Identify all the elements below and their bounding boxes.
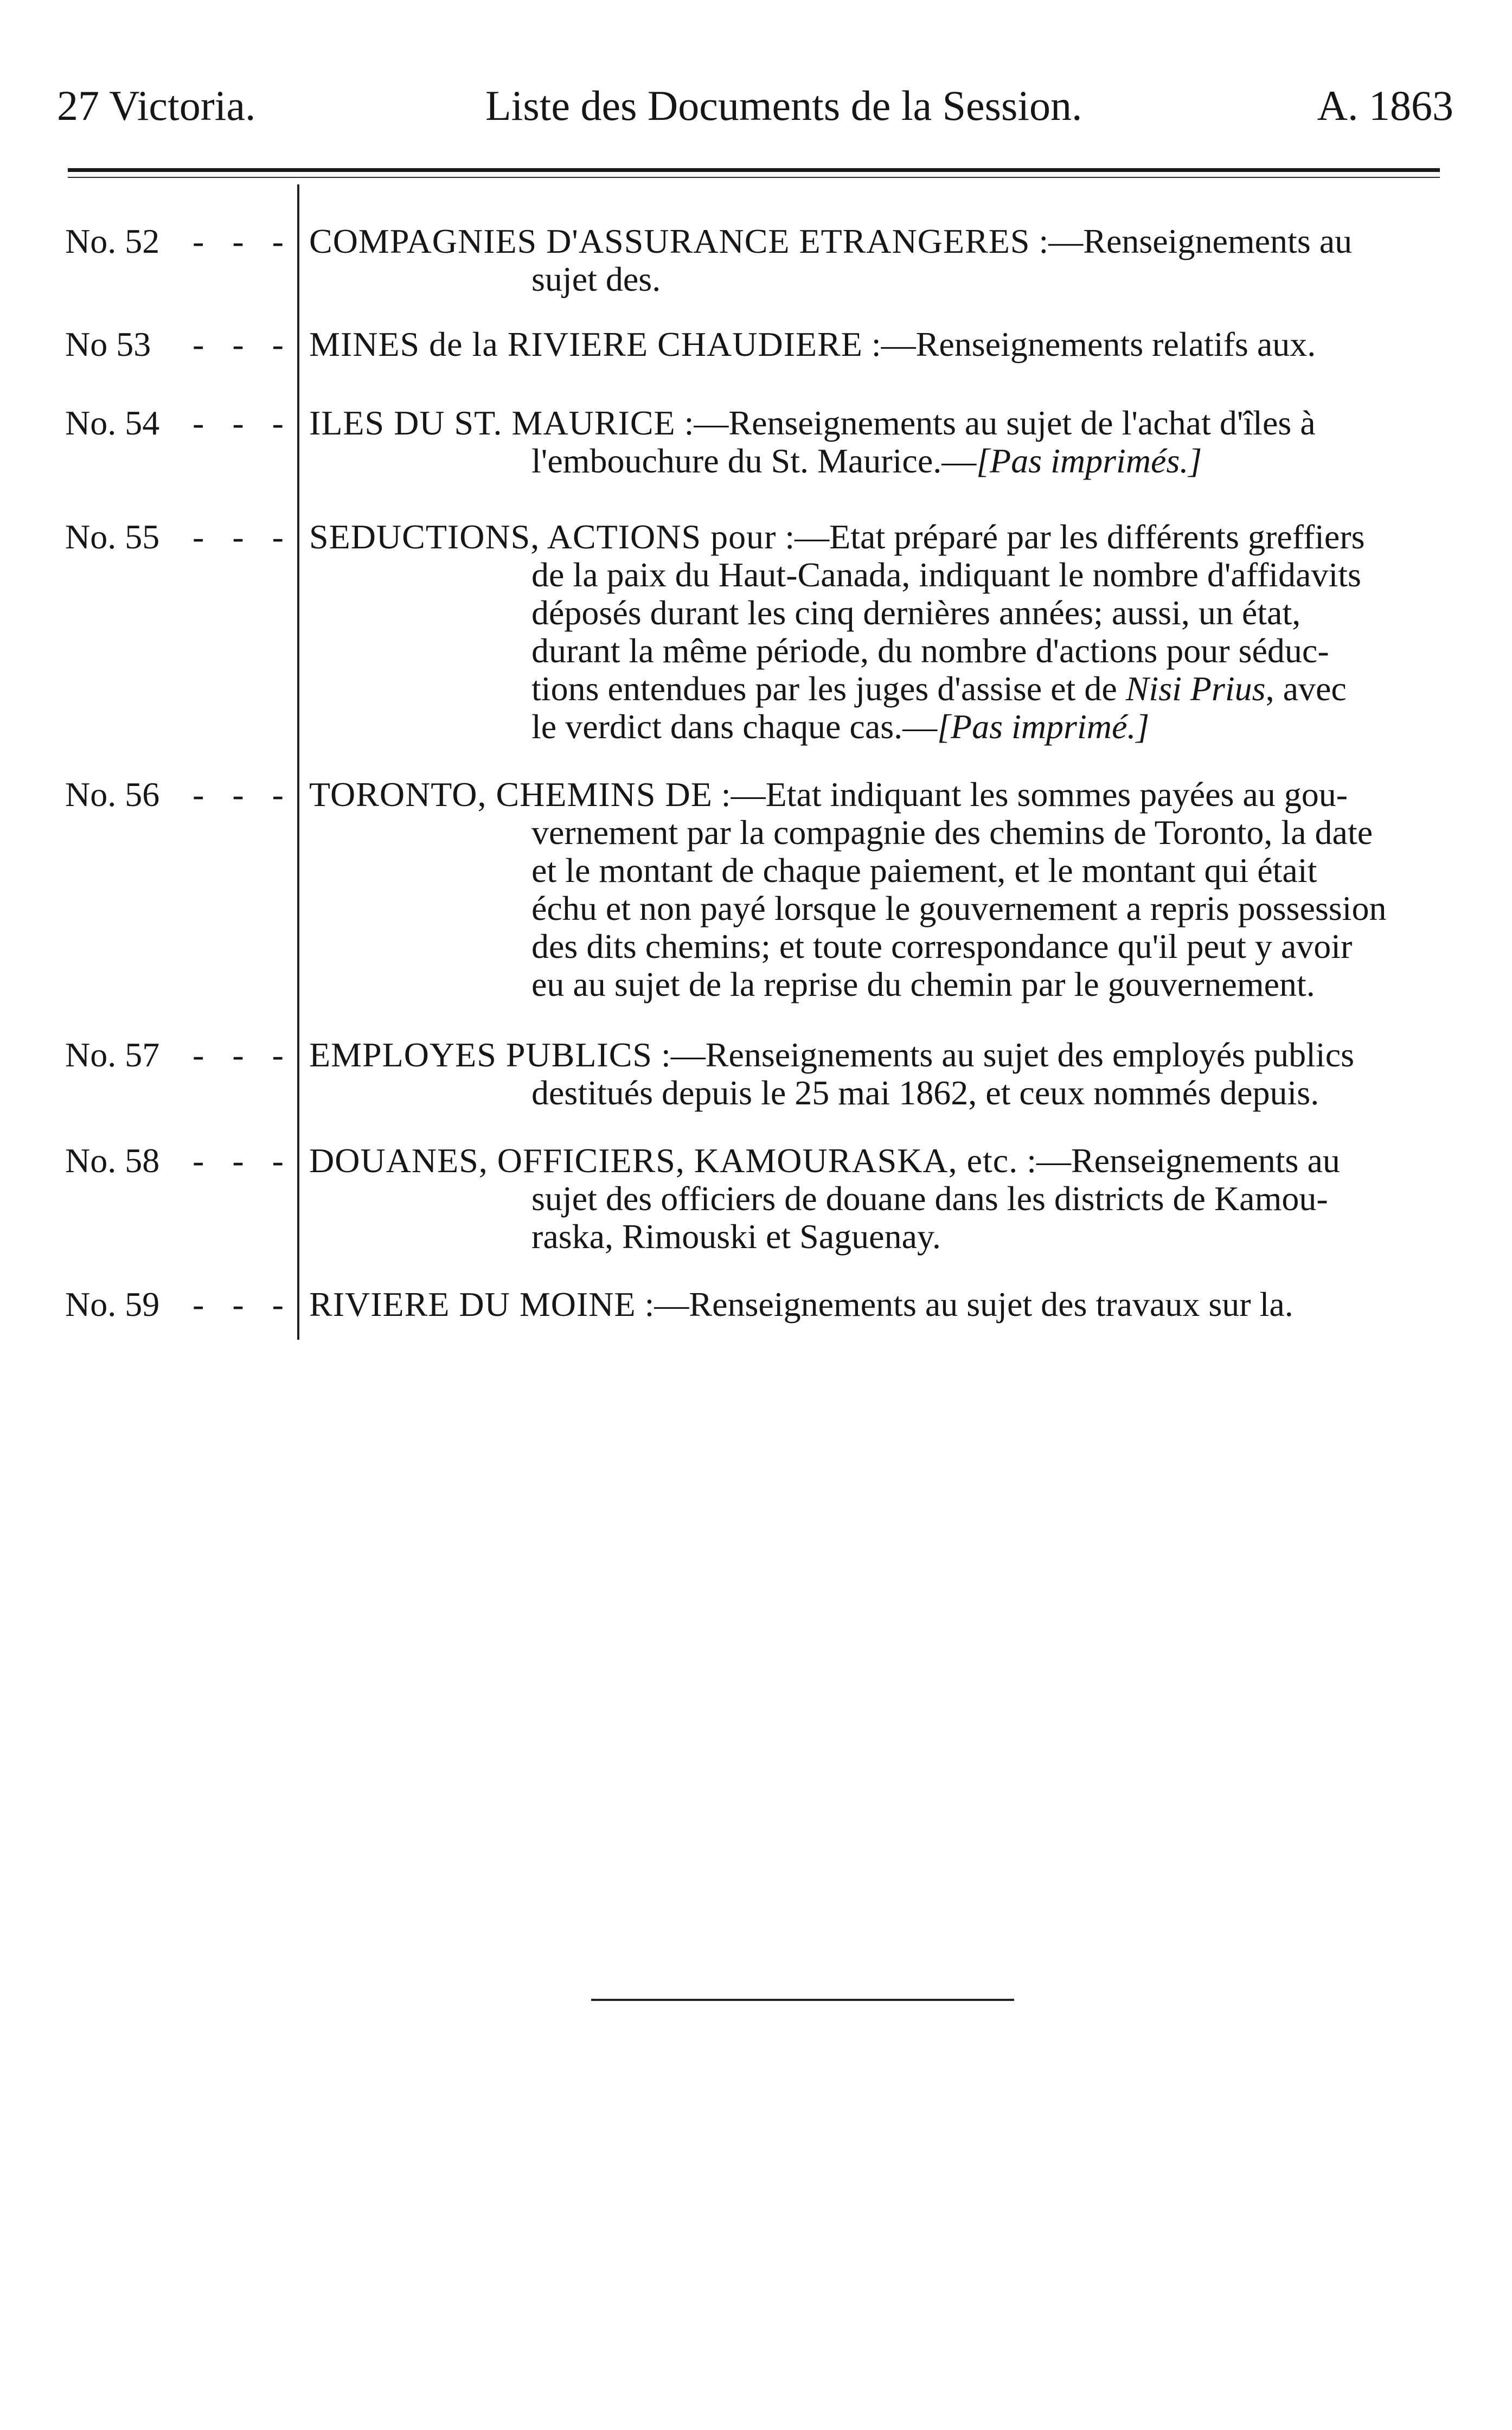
- entry-text: TORONTO, CHEMINS DE :—Etat indiquant les sommes payées au gou- vernement par la compagnie des chemins de Toronto, la date et le montant de chaque paiement, et le montant qui était échu et non payé lorsque le gouvernement a repris possession des dits chemins; et toute correspondance qu'il peut y avoir eu au sujet de la reprise du chemin par le gouvernement.: [309, 775, 1387, 1003]
- entry-dashes: - - -: [193, 775, 293, 814]
- entry-title: COMPAGNIES D'ASSURANCE ETRANGERES: [309, 222, 1030, 260]
- entry-title: TORONTO, CHEMINS DE: [309, 775, 713, 814]
- entry-number: No. 55: [65, 517, 160, 556]
- entry-dashes: - - -: [193, 1035, 293, 1074]
- entry-title: MINES de la RIVIERE CHAUDIERE: [309, 325, 863, 363]
- entry-dashes: - - -: [193, 517, 293, 556]
- entry-text: ILES DU ST. MAURICE :—Renseignements au sujet de l'achat d'îles à l'embouchure du St. Maurice.—[Pas imprimés.]: [309, 404, 1316, 480]
- end-rule: [591, 1999, 1014, 2001]
- header-rule-thin: [68, 177, 1440, 178]
- entry-title: RIVIERE DU MOINE: [309, 1285, 636, 1323]
- entry-text: SEDUCTIONS, ACTIONS pour :—Etat préparé par les différents greffiers de la paix du Haut-Canada, indiquant le nombre d'affidavits déposés durant les cinq dernières années; aussi, un état, durant la même période, du nombre d'actions pour séduc- tions entendues par les juges d'assise et de Nisi Prius, avec le verdict dans chaque cas.—[Pas imprimé.]: [309, 517, 1365, 746]
- entry-number: No. 52: [65, 222, 160, 260]
- entry-dashes: - - -: [193, 325, 293, 363]
- entry-dashes: - - -: [193, 1141, 293, 1180]
- entry-number: No. 59: [65, 1285, 160, 1323]
- entry-number: No 53: [65, 325, 151, 363]
- entry-dashes: - - -: [193, 222, 293, 260]
- entry-dashes: - - -: [193, 404, 293, 442]
- entry-title: DOUANES, OFFICIERS, KAMOURASKA, etc.: [309, 1141, 1018, 1180]
- entry-text: COMPAGNIES D'ASSURANCE ETRANGERES :—Renseignements au sujet des.: [309, 222, 1353, 298]
- header-volume: 27 Victoria.: [57, 82, 256, 129]
- entry-text: EMPLOYES PUBLICS :—Renseignements au sujet des employés publics destitués depuis le 25 mai 1862, et ceux nommés depuis.: [309, 1035, 1354, 1112]
- header-title: Liste des Documents de la Session.: [485, 82, 1082, 129]
- entry-number: No. 58: [65, 1141, 160, 1180]
- entry-text: RIVIERE DU MOINE :—Renseignements au sujet des travaux sur la.: [309, 1285, 1293, 1323]
- entry-text: DOUANES, OFFICIERS, KAMOURASKA, etc. :—Renseignements au sujet des officiers de douane dans les districts de Kamou- raska, Rimouski et Saguenay.: [309, 1141, 1340, 1256]
- header-rule-thick: [68, 168, 1440, 172]
- entry-title: SEDUCTIONS, ACTIONS pour: [309, 517, 777, 556]
- page-header: [57, 81, 1453, 136]
- column-divider: [297, 184, 299, 1340]
- entry-text: MINES de la RIVIERE CHAUDIERE :—Renseignements relatifs aux.: [309, 325, 1316, 363]
- header-year: A. 1863: [1317, 82, 1453, 129]
- entry-dashes: - - -: [193, 1285, 293, 1323]
- entry-number: No. 57: [65, 1035, 160, 1074]
- entry-number: No. 54: [65, 404, 160, 442]
- entry-title: ILES DU ST. MAURICE: [309, 404, 676, 442]
- entry-title: EMPLOYES PUBLICS: [309, 1035, 652, 1074]
- entry-number: No. 56: [65, 775, 160, 814]
